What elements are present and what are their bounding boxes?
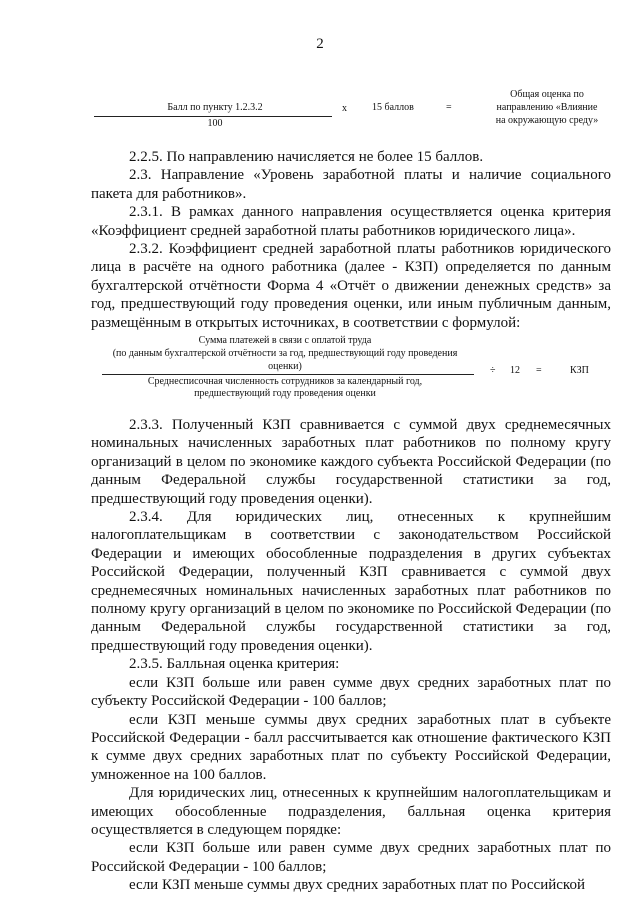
text-block-b [91,416,611,895]
formula-environment-score [90,88,610,138]
formula1-numerator: Балл по пункту 1.2.3.2 [167,102,263,113]
formula1-equals: = [446,102,452,113]
formula2-denominator [90,376,480,400]
formula2-numerator-line: оценки) [268,361,302,372]
text-block-a [91,148,611,332]
formula2-numerator [90,334,480,373]
paragraph: 2.3.2. Коэффициент средней заработной платы работников юридического лица в расчёте на одного работника (далее - КЗП) определяется по данным бухгалтерской отчётности Форма 4 «Отчёт о движении денежных средств» за год, предшествующий году проведения оценки, или иным публичным данным, размещённым в открытых источниках, в соответствии с формулой: [91,241,611,331]
formula1-result [488,88,606,127]
formula1-multiplier: 15 баллов [372,102,414,113]
formula1-fraction-line [94,116,332,117]
formula-kzp [90,334,610,400]
formula2-result: КЗП [570,365,589,376]
paragraph: 2.3. Направление «Уровень заработной платы и наличие социального пакета для работников». [91,167,611,202]
formula2-equals: = [536,365,542,376]
formula2-numerator-line: Сумма платежей в связи с оплатой труда [198,335,372,346]
paragraph: если КЗП меньше суммы двух средних заработных плат в субъекте Российской Федерации - балл рассчитывается как отношение фактического КЗП к сумме двух средних заработных плат по субъекту Российской Федерации, умноженное на 100 баллов. [91,711,611,783]
formula1-result-line: Общая оценка по [510,89,584,100]
paragraph: 2.3.4. Для юридических лиц, отнесенных к крупнейшим налогоплательщикам в соответствии с законодательством Российской Федерации и имеющих обособленные подразделения в других субъектах Российской Федерации, полученный КЗП сравнивается с суммой двух среднемесячных номинальных начисленных заработных плат работников по полному кругу организаций в целом по экономике по Российской Федерации (по данным Федеральной службы государственной статистики за год, предшествующий году проведения оценки). [91,509,611,654]
paragraph: если КЗП больше или равен сумме двух средних заработных плат по Российской Федерации - 100 баллов; [91,840,611,875]
paragraph: 2.2.5. По направлению начисляется не более 15 баллов. [129,149,484,165]
formula2-operator: ÷ [490,365,496,376]
formula1-operator: x [342,103,347,114]
formula2-denominator-line: Среднесписочная численность сотрудников за календарный год, [147,376,423,387]
formula1-result-line: на окружающую среду» [495,115,599,126]
formula2-denominator-line: предшествующий году проведения оценки [194,388,376,399]
paragraph: 2.3.5. Балльная оценка критерия: [129,656,340,673]
paragraph: если КЗП больше или равен сумме двух средних заработных плат по субъекту Российской Федерации - 100 баллов; [91,674,611,710]
paragraph: 2.3.3. Полученный КЗП сравнивается с суммой двух среднемесячных номинальных начисленных заработных плат работников по полному кругу организаций в целом по экономике каждого субъекта Российской Федерации (по данным Федеральной службы государственной статистики за год, предшествующий году проведения оценки). [91,417,611,507]
formula2-divisor: 12 [510,365,520,376]
formula2-numerator-line: (по данным бухгалтерской отчётности за год, предшествующий году проведения [112,348,458,359]
paragraph: Для юридических лиц, отнесенных к крупнейшим налогоплательщикам и имеющих обособленные подразделения, балльная оценка критерия осуществляется в следующем порядке: [91,785,611,838]
formula1-denominator: 100 [207,118,223,129]
formula2-fraction-line [102,374,474,375]
page-number: 2 [316,36,324,52]
paragraph: если КЗП меньше суммы двух средних заработных плат по Российской [129,877,585,894]
paragraph: 2.3.1. В рамках данного направления осуществляется оценка критерия «Коэффициент средней заработной платы работников юридического лица». [91,204,611,239]
formula1-result-line: направлению «Влияние [496,102,598,113]
